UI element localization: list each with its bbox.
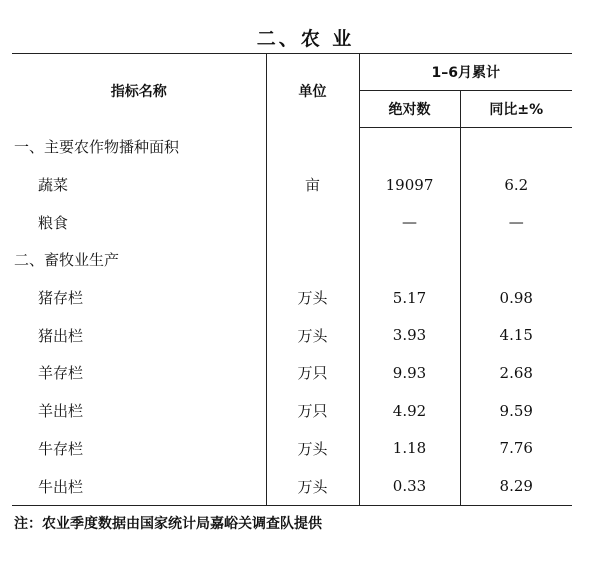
table-row bbox=[12, 279, 572, 317]
table-row bbox=[12, 316, 572, 354]
row-absolute: 5.17 bbox=[359, 279, 460, 317]
agriculture-table bbox=[12, 53, 572, 506]
row-yoy: 8.29 bbox=[460, 467, 572, 505]
table-row bbox=[12, 128, 572, 166]
row-unit bbox=[266, 128, 359, 166]
header-absolute: 绝对数 bbox=[359, 91, 460, 128]
row-name: 牛出栏 bbox=[12, 467, 266, 505]
row-unit: 万头 bbox=[266, 467, 359, 505]
row-unit bbox=[266, 241, 359, 279]
header-yoy: 同比±% bbox=[460, 91, 572, 128]
table-row bbox=[12, 467, 572, 505]
table-row bbox=[12, 166, 572, 204]
header-cumulative: 1–6月累计 bbox=[359, 54, 572, 91]
row-yoy bbox=[460, 241, 572, 279]
row-absolute: 1.18 bbox=[359, 430, 460, 468]
row-unit: 万只 bbox=[266, 392, 359, 430]
header-unit: 单位 bbox=[266, 54, 359, 128]
table-row bbox=[12, 430, 572, 468]
row-unit: 万头 bbox=[266, 430, 359, 468]
table-header bbox=[12, 54, 572, 128]
row-absolute bbox=[359, 241, 460, 279]
row-absolute: 4.92 bbox=[359, 392, 460, 430]
row-name: 蔬菜 bbox=[12, 166, 266, 204]
row-absolute: — bbox=[359, 203, 460, 241]
row-name: 粮食 bbox=[12, 203, 266, 241]
table-body bbox=[12, 128, 572, 506]
row-name: 一、主要农作物播种面积 bbox=[12, 128, 266, 166]
header-indicator-name: 指标名称 bbox=[12, 54, 266, 128]
row-absolute: 9.93 bbox=[359, 354, 460, 392]
page-title: 二、农 业 bbox=[256, 28, 355, 50]
row-unit bbox=[266, 203, 359, 241]
row-yoy: 9.59 bbox=[499, 401, 533, 420]
row-name: 羊存栏 bbox=[12, 354, 266, 392]
table-row bbox=[12, 203, 572, 241]
row-yoy: 6.2 bbox=[504, 175, 529, 194]
table-row bbox=[12, 354, 572, 392]
row-absolute bbox=[359, 128, 460, 166]
row-yoy: 0.98 bbox=[499, 288, 533, 307]
table-row bbox=[12, 392, 572, 430]
row-absolute: 3.93 bbox=[359, 316, 460, 354]
row-yoy: — bbox=[508, 213, 524, 232]
row-name: 羊出栏 bbox=[12, 392, 266, 430]
row-yoy: 2.68 bbox=[499, 363, 533, 382]
row-yoy: 4.15 bbox=[499, 326, 533, 345]
footnote: 注：农业季度数据由国家统计局嘉峪关调查队提供 bbox=[14, 516, 322, 532]
row-name: 猪存栏 bbox=[12, 279, 266, 317]
row-name: 猪出栏 bbox=[12, 316, 266, 354]
row-unit: 万头 bbox=[266, 316, 359, 354]
row-unit: 亩 bbox=[266, 166, 359, 204]
row-name: 二、畜牧业生产 bbox=[12, 241, 266, 279]
table-row bbox=[12, 241, 572, 279]
row-unit: 万只 bbox=[266, 354, 359, 392]
row-absolute: 0.33 bbox=[359, 467, 460, 505]
row-absolute: 19097 bbox=[359, 166, 460, 204]
row-yoy bbox=[460, 128, 572, 166]
row-name: 牛存栏 bbox=[12, 430, 266, 468]
row-unit: 万头 bbox=[266, 279, 359, 317]
row-yoy: 7.76 bbox=[499, 439, 533, 458]
